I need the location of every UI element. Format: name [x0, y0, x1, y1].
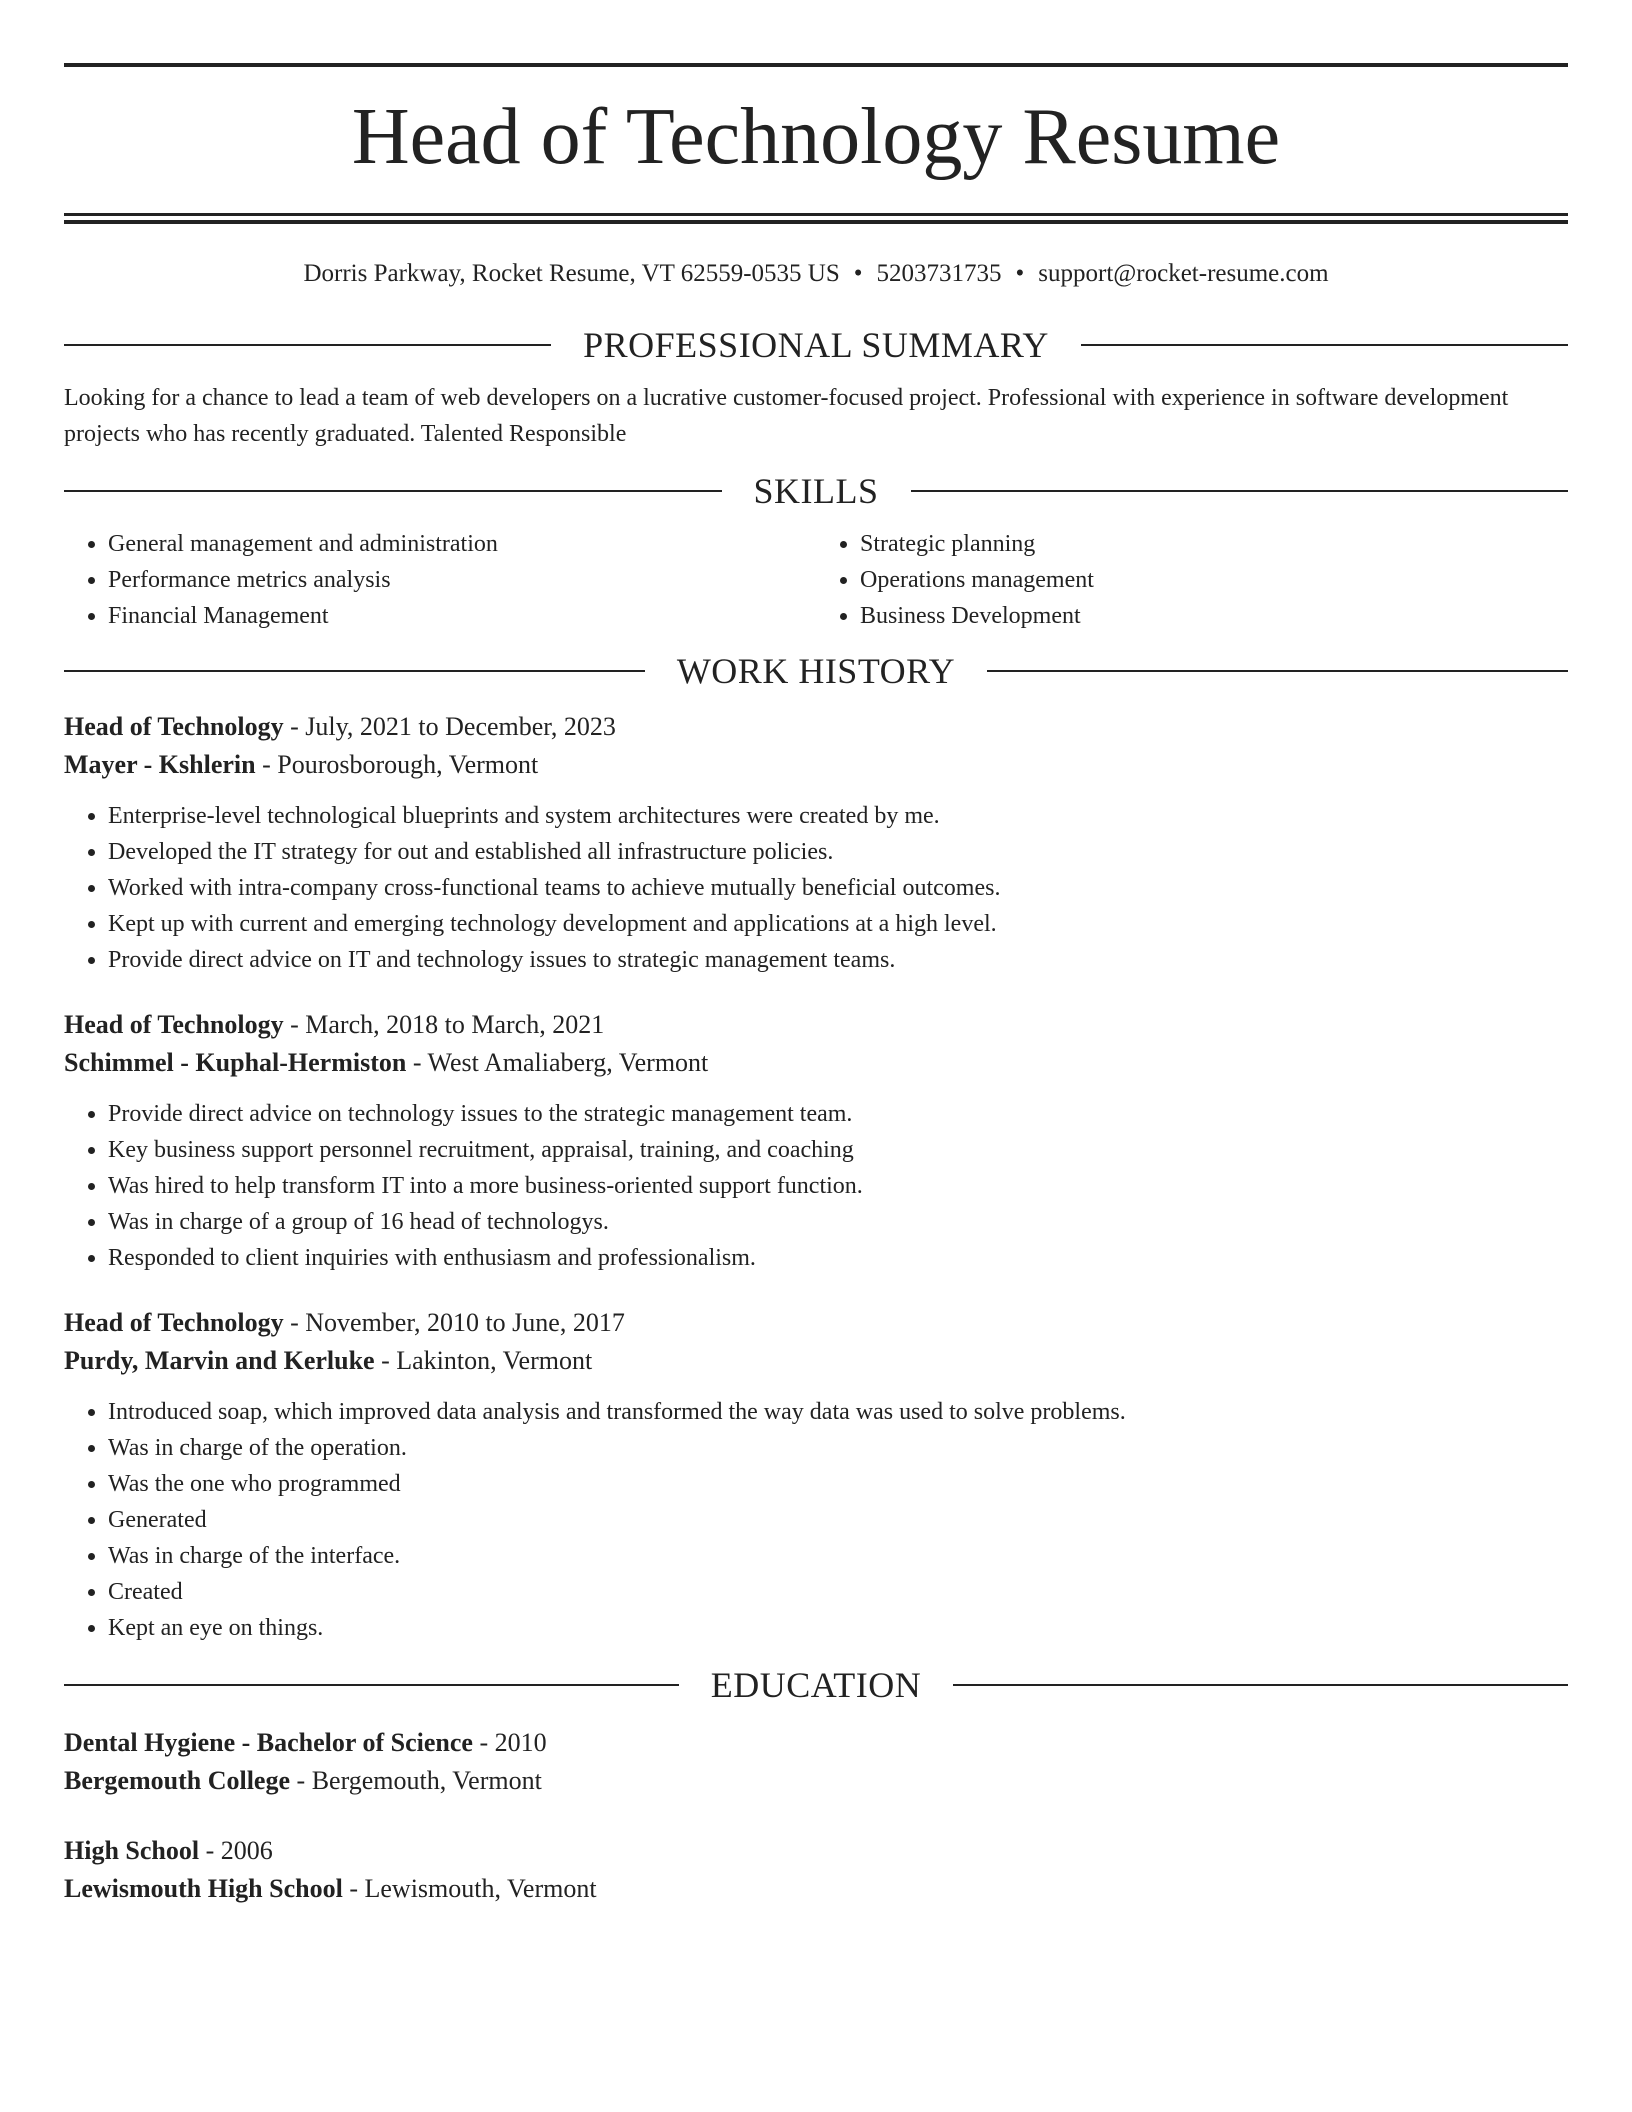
skill-item: • General management and administration [108, 526, 816, 562]
education-year: 2006 [220, 1836, 273, 1865]
job-company-line [64, 1342, 1568, 1380]
education-location: Lewismouth, Vermont [364, 1874, 597, 1903]
job-entry [64, 1304, 1568, 1646]
contact-email: support@rocket-resume.com [1038, 260, 1329, 287]
section-heading-summary [64, 324, 1568, 366]
skills-list [64, 526, 1568, 634]
dash: - [283, 712, 306, 741]
section-heading-work [64, 650, 1568, 692]
section-title: PROFESSIONAL SUMMARY [583, 325, 1049, 365]
list-item: • Responded to client inquiries with enthusiasm and professionalism. [108, 1240, 1568, 1276]
dash: - [199, 1836, 221, 1865]
top-rule [64, 63, 1568, 67]
resume-title: Head of Technology Resume [351, 93, 1281, 181]
job-title-line [64, 1006, 1568, 1044]
skill-item: • Strategic planning [860, 526, 1568, 562]
dash: - [374, 1346, 397, 1375]
dash: - [255, 750, 278, 779]
job-company-line [64, 746, 1568, 784]
education-school-line [64, 1870, 1568, 1908]
education-degree-line [64, 1724, 1568, 1762]
education-degree-line [64, 1832, 1568, 1870]
list-item: • Was in charge of a group of 16 head of technologys. [108, 1204, 1568, 1240]
heading-rule [64, 344, 551, 346]
job-bullets [64, 1394, 1568, 1646]
list-item: • Enterprise-level technological blueprints and system architectures were created by me. [108, 798, 1568, 834]
job-company-line [64, 1044, 1568, 1082]
list-item: • Was in charge of the operation. [108, 1430, 1568, 1466]
skill-item: • Business Development [860, 598, 1568, 634]
dash: - [290, 1766, 312, 1795]
list-item: • Developed the IT strategy for out and established all infrastructure policies. [108, 834, 1568, 870]
list-item: • Introduced soap, which improved data analysis and transformed the way data was used to solve problems. [108, 1394, 1568, 1430]
list-item: • Kept up with current and emerging technology development and applications at a high level. [108, 906, 1568, 942]
education-school-line [64, 1762, 1568, 1800]
dash: - [406, 1048, 428, 1077]
job-dates: November, 2010 to June, 2017 [305, 1308, 625, 1337]
list-item: • Was the one who programmed [108, 1466, 1568, 1502]
job-dates: March, 2018 to March, 2021 [305, 1010, 605, 1039]
job-company: Schimmel - Kuphal-Hermiston [64, 1048, 407, 1077]
education-school: Bergemouth College [64, 1766, 291, 1795]
list-item: • Key business support personnel recruitment, appraisal, training, and coaching [108, 1132, 1568, 1168]
contact-separator: • [1015, 260, 1025, 287]
skill-item: • Operations management [860, 562, 1568, 598]
skills-column-right [816, 526, 1568, 634]
job-title-line [64, 1304, 1568, 1342]
dash: - [342, 1874, 365, 1903]
education-entry [64, 1724, 1568, 1800]
list-item: • Provide direct advice on technology issues to the strategic management team. [108, 1096, 1568, 1132]
job-bullets [64, 1096, 1568, 1276]
title-double-rule [64, 213, 1568, 224]
heading-rule [911, 490, 1569, 492]
skills-column-left [64, 526, 816, 634]
education-year: 2010 [494, 1728, 547, 1757]
heading-rule [987, 670, 1568, 672]
heading-rule [953, 1684, 1568, 1686]
job-dates: July, 2021 to December, 2023 [305, 712, 616, 741]
skill-item: • Performance metrics analysis [108, 562, 816, 598]
contact-line [64, 258, 1568, 290]
list-item: • Provide direct advice on IT and technology issues to strategic management teams. [108, 942, 1568, 978]
list-item: • Generated [108, 1502, 1568, 1538]
contact-separator: • [853, 260, 863, 287]
job-location: Lakinton, Vermont [396, 1346, 593, 1375]
dash: - [283, 1010, 306, 1039]
job-company: Purdy, Marvin and Kerluke [64, 1346, 375, 1375]
job-location: West Amaliaberg, Vermont [427, 1048, 709, 1077]
heading-rule [64, 670, 645, 672]
job-title: Head of Technology [64, 1308, 284, 1337]
summary-text: Looking for a chance to lead a team of web developers on a lucrative customer-focused project. Professional with experience in software development projects who has recently graduated. Talented Responsible [64, 385, 1509, 447]
heading-rule [1081, 344, 1568, 346]
skill-item: • Financial Management [108, 598, 816, 634]
job-entry [64, 1006, 1568, 1276]
list-item: • Kept an eye on things. [108, 1610, 1568, 1646]
section-title: SKILLS [753, 471, 879, 511]
job-title-line [64, 708, 1568, 746]
section-title: WORK HISTORY [676, 651, 956, 691]
contact-address: Dorris Parkway, Rocket Resume, VT 62559-0535 US [303, 260, 840, 287]
job-entry [64, 708, 1568, 978]
heading-rule [64, 490, 722, 492]
dash: - [472, 1728, 495, 1757]
job-title: Head of Technology [64, 1010, 284, 1039]
dash: - [283, 1308, 306, 1337]
education-location: Bergemouth, Vermont [311, 1766, 542, 1795]
education-entry [64, 1832, 1568, 1908]
heading-rule [64, 1684, 679, 1686]
job-bullets [64, 798, 1568, 978]
education-degree: High School [64, 1836, 200, 1865]
section-heading-skills [64, 470, 1568, 512]
job-location: Pourosborough, Vermont [277, 750, 539, 779]
job-company: Mayer - Kshlerin [64, 750, 256, 779]
contact-phone: 5203731735 [876, 260, 1002, 287]
section-heading-education [64, 1664, 1568, 1706]
list-item: • Was in charge of the interface. [108, 1538, 1568, 1574]
list-item: • Was hired to help transform IT into a more business-oriented support function. [108, 1168, 1568, 1204]
list-item: • Worked with intra-company cross-functional teams to achieve mutually beneficial outcomes. [108, 870, 1568, 906]
job-title: Head of Technology [64, 712, 284, 741]
education-school: Lewismouth High School [64, 1874, 343, 1903]
education-degree: Dental Hygiene - Bachelor of Science [64, 1728, 473, 1757]
list-item: • Created [108, 1574, 1568, 1610]
section-title: EDUCATION [710, 1665, 922, 1705]
